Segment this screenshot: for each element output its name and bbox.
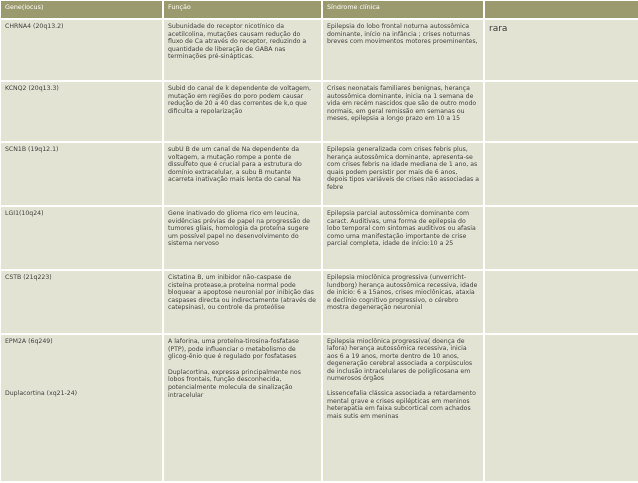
cell-extra <box>485 271 638 333</box>
cell-gene <box>1 335 162 481</box>
cell-funcao: Subid do canal de k dependente de voltagem, mutação em regiões do poro podem causar redução de 20 a 40 das correntes de k,o que dificulta a repolarização <box>164 82 321 141</box>
gene-duplacortina: Duplacortina (xq21-24) <box>5 389 78 397</box>
gene-epm2a: EPM2A (6q249) <box>5 338 53 345</box>
header-extra <box>485 1 638 18</box>
cell-extra <box>485 335 638 481</box>
table-row <box>1 143 638 205</box>
cell-gene: CHRNA4 (20q13.2) <box>1 20 162 80</box>
cell-funcao: Cistatina B, um inibidor não-caspase de cisteína protease,a proteína normal pode bloquear a apoptose neuronial por inibição das caspases directa ou indirectamente (através de catepsinas), ou controle da proteólise <box>164 271 321 333</box>
header-gene-locus: Gene(locus) <box>1 1 162 18</box>
sindrome-lafora: Epilepsia mioclônica progressiva( doença de lafora) herança autossômica recessiva, inicia aos 6 a 19 anos, morte dentro de 10 anos, degeneração cerebral associada a corpúsculos de inclusão intracelulares de poliglicosana em numerosos órgãos <box>327 338 473 383</box>
cell-extra: rara <box>485 20 638 80</box>
cell-gene: CSTB (21q223) <box>1 271 162 333</box>
cell-sindrome: Epilepsia parcial autossômica dominante com caract. Auditivas, uma forma de epilepsia do lobo temporal com sintomas auditivos ou afasia como uma manifestação importante de crise parcial completa, idade de início:10 a 25 <box>323 207 483 269</box>
cell-funcao: Subunidade do receptor nicotínico da acetilcolina, mutações causam redução do fluxo de Ca através do receptor, reduzindo a quantidade de liberação de GABA nas terminações pré-sinápticas. <box>164 20 321 80</box>
cell-funcao: Gene inativado do glioma rico em leucina, evidências prévias de papel na progressão de tumores gliais, homologia da proteína sugere um possível papel no desenvolvimento do sistema nervoso <box>164 207 321 269</box>
table-row <box>1 82 638 141</box>
cell-funcao: subU B de um canal de Na dependente da voltagem, a mutação rompe a ponte de dissulfeto que é crucial para a estrutura do domínio extracelular, a subu B mutante acarreta inativação mais lenta do canal Na <box>164 143 321 205</box>
funcao-duplacortina: Duplacortina, expressa principalmente nos lobos frontais, função desconhecida, potencialmente molecula de sinalização intracelular <box>168 368 301 399</box>
funcao-laforina: A laforina, uma proteína-tirosina-fosfatase (PTP), pode influenciar o metabolismo de glicog-ênio que é regulado por fosfatases <box>168 338 299 361</box>
cell-sindrome <box>323 335 483 481</box>
sindrome-lissencefalia: Lissencefalia clássica associada a retardamento mental grave e crises epilépticas em meninos heterapatia em faixa subcortical com achados mais sutis em meninas <box>327 390 476 420</box>
cell-gene: SCN1B (19q12.1) <box>1 143 162 205</box>
cell-sindrome: Epilepsia do lobo frontal noturna autossômica dominante, início na infância ; crises noturnas breves com movimentos motores proeminentes, <box>323 20 483 80</box>
cell-sindrome: Epilepsia mioclônica progressiva (unverricht-lundborg) herança autossômica recessiva, idade de início: 6 a 15anos, crises mioclônicas, ataxia e declínio cognitivo progressivo, o cérebro mostra degeneração neuronial <box>323 271 483 333</box>
cell-extra <box>485 143 638 205</box>
cell-gene: LGI1(10q24) <box>1 207 162 269</box>
table-row <box>1 207 638 269</box>
table-header-row <box>1 1 638 18</box>
cell-extra <box>485 207 638 269</box>
cell-sindrome: Crises neonatais familiares benignas, herança autossômica dominante, inicia na 1 semana de vida em recém nascidos que são de outro modo normais, em geral remissão em semanas ou meses, epilepsia a longo prazo em 10 a 15 <box>323 82 483 141</box>
table-row <box>1 271 638 333</box>
cell-extra <box>485 82 638 141</box>
header-sindrome-clinica: Síndrome clínica <box>323 1 483 18</box>
table-row <box>1 20 638 80</box>
table-row <box>1 335 638 481</box>
cell-sindrome: Epilepsia generalizada com crises febris plus, herança autossômica dominante, apresenta-se com crises febris na idade mediana de 1 ano, as quais podem persistir por mais de 6 anos, depois tipos variáveis de crises não associadas a febre <box>323 143 483 205</box>
header-funcao: Função <box>164 1 321 18</box>
cell-funcao <box>164 335 321 481</box>
cell-gene: KCNQ2 (20q13.3) <box>1 82 162 141</box>
